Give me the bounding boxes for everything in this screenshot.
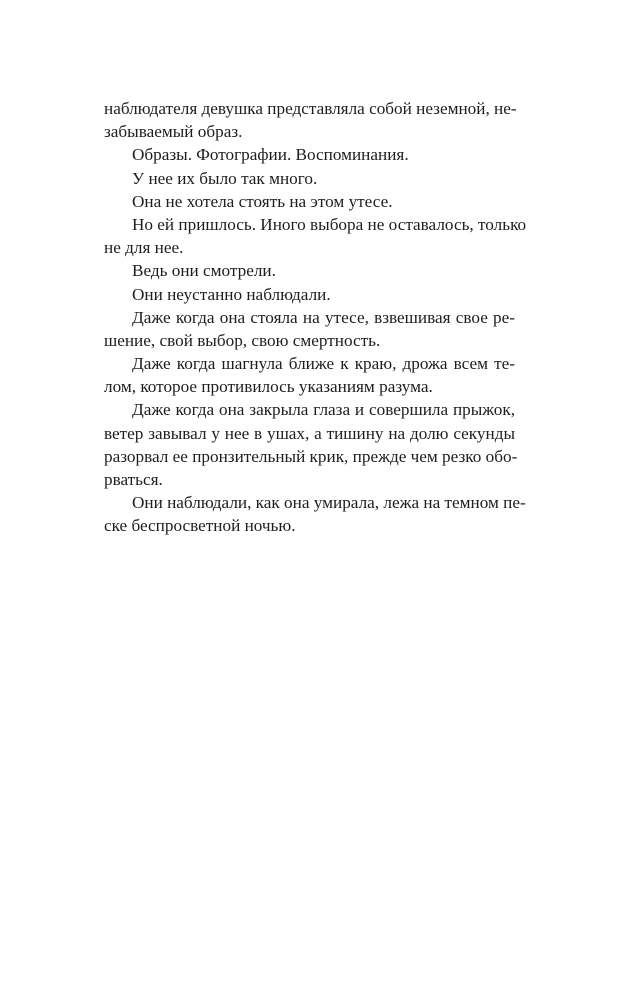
- text-line: Даже когда она стояла на утесе, взвешивая свое ре-: [132, 307, 515, 327]
- text-line: Образы. Фотографии. Воспоминания.: [132, 145, 409, 165]
- text-line: Ведь они смотрели.: [132, 261, 276, 281]
- text-line: У нее их было так много.: [132, 168, 318, 188]
- text-line: рваться.: [104, 470, 163, 489]
- text-line: Они неустанно наблюдали.: [132, 284, 331, 304]
- text-line: разорвал ее пронзительный крик, прежде чем резко обо-: [104, 446, 518, 466]
- body-text: [104, 97, 527, 538]
- text-line: забываемый образ.: [104, 122, 243, 142]
- text-line: ветер завывал у нее в ушах, а тишину на долю секунды: [104, 423, 515, 443]
- text-line: Они наблюдали, как она умирала, лежа на темном пе-: [132, 493, 526, 513]
- text-line: ске беспросветной ночью.: [104, 516, 296, 536]
- text-line: Она не хотела стоять на этом утесе.: [132, 191, 393, 211]
- text-line: Даже когда шагнула ближе к краю, дрожа всем те-: [132, 354, 515, 374]
- text-line: Даже когда она закрыла глаза и совершила прыжок,: [132, 400, 515, 420]
- text-line: Но ей пришлось. Иного выбора не оставалось, только: [132, 214, 527, 234]
- text-line: не для нее.: [104, 238, 184, 258]
- text-line: лом, которое противилось указаниям разума.: [104, 377, 433, 397]
- text-line: шение, свой выбор, свою смертность.: [104, 330, 381, 350]
- text-line: наблюдателя девушка представляла собой неземной, не-: [104, 99, 517, 118]
